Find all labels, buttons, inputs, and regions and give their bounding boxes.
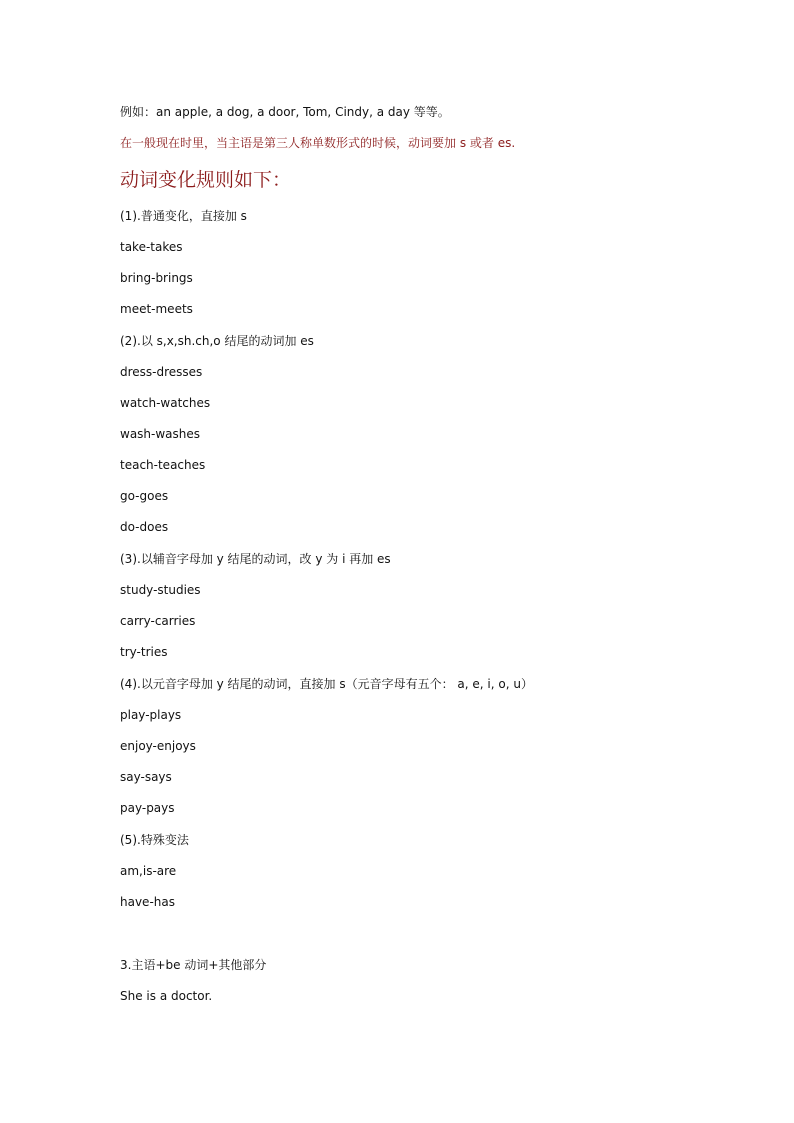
rule-statement: 在一般现在时里，当主语是第三人称单数形式的时候，动词要加 s 或者 es. xyxy=(120,136,516,150)
example-word: study-studies xyxy=(120,583,201,597)
example-word: have-has xyxy=(120,895,175,909)
example-word: enjoy-enjoys xyxy=(120,739,196,753)
rule-1-title: (1).普通变化，直接加 s xyxy=(120,209,247,223)
example-word: watch-watches xyxy=(120,396,211,410)
example-word: do-does xyxy=(120,520,169,534)
rule-4-title: (4).以元音字母加 y 结尾的动词，直接加 s（元音字母有五个： a, e, i, o, u） xyxy=(120,677,533,691)
rule-5-title: (5).特殊变法 xyxy=(120,833,189,847)
section-3-title: 3.主语+be 动词+其他部分 xyxy=(120,958,267,972)
example-word: wash-washes xyxy=(120,427,201,441)
example-word: take-takes xyxy=(120,240,183,254)
example-word: teach-teaches xyxy=(120,458,206,472)
example-line: 例如：an apple, a dog, a door, Tom, Cindy, a day 等等。 xyxy=(120,105,450,119)
example-word: go-goes xyxy=(120,489,169,503)
example-word: play-plays xyxy=(120,708,182,722)
rule-3-title: (3).以辅音字母加 y 结尾的动词，改 y 为 i 再加 es xyxy=(120,552,391,566)
section-heading: 动词变化规则如下： xyxy=(120,169,292,191)
rule-2-title: (2).以 s,x,sh.ch,o 结尾的动词加 es xyxy=(120,334,314,348)
example-word: say-says xyxy=(120,770,172,784)
example-word: carry-carries xyxy=(120,614,196,628)
example-word: pay-pays xyxy=(120,801,175,815)
example-sentence: She is a doctor. xyxy=(120,989,213,1003)
example-word: try-tries xyxy=(120,645,168,659)
example-word: dress-dresses xyxy=(120,365,203,379)
example-word: am,is-are xyxy=(120,864,177,878)
example-word: meet-meets xyxy=(120,302,193,316)
example-word: bring-brings xyxy=(120,271,193,285)
